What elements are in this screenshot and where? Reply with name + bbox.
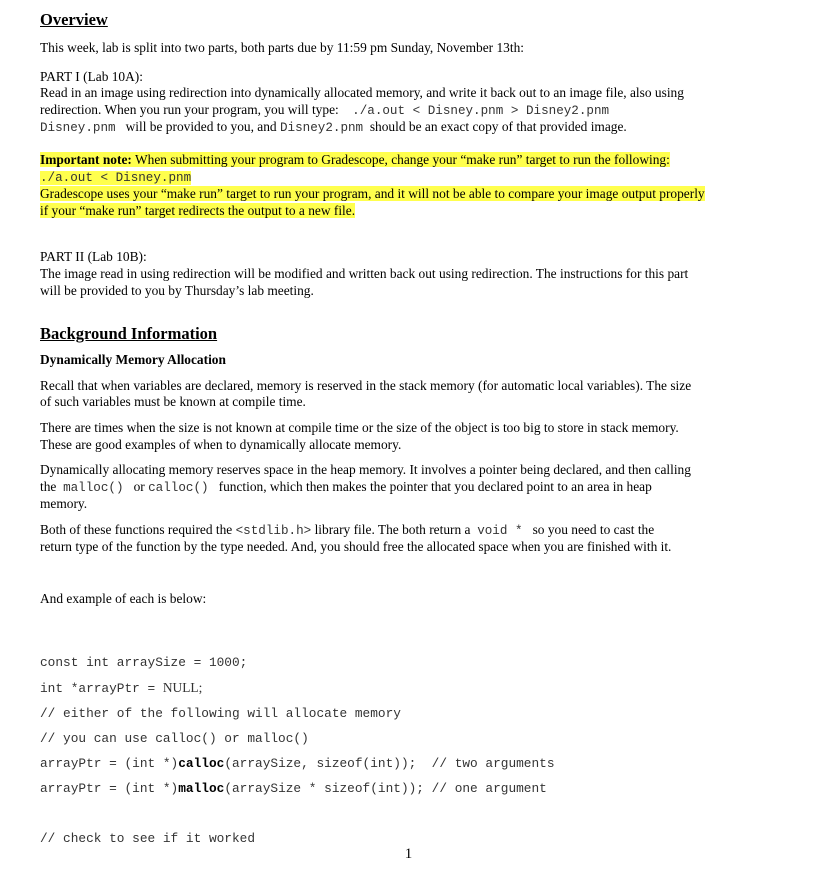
background-heading: Background Information	[40, 324, 218, 344]
bg-p3-calloc: calloc()	[148, 480, 209, 495]
bg-p2-line2: These are good examples of when to dynamically allocate memory.	[40, 436, 402, 452]
part2-title: PART II (Lab 10B):	[40, 249, 147, 265]
bg-paragraph-2	[40, 420, 770, 453]
code-line-7: // check to see if it worked	[40, 830, 256, 846]
code-line-2-a: int *arrayPtr =	[40, 680, 163, 696]
part1-block	[40, 69, 770, 137]
code-blank-line	[40, 801, 770, 826]
document-page	[40, 10, 770, 851]
bg-p3-the: the	[40, 478, 57, 494]
part1-file2: Disney2.pnm	[279, 121, 364, 136]
part1-line1: Read in an image using redirection into dynamically allocated memory, and write it back out to an image file, also using	[40, 85, 684, 101]
bg-p4-header: <stdlib.h>	[235, 523, 312, 538]
part1-command: ./a.out < Disney.pnm > Disney2.pnm	[352, 103, 610, 118]
note-label: Important note:	[40, 151, 132, 167]
part2-line2: will be provided to you by Thursday’s lab meeting.	[40, 282, 314, 298]
bg-p2-line1: There are times when the size is not known at compile time or the size of the object is too big to store in stack memory.	[40, 419, 679, 435]
bg-p3-or: or	[133, 478, 145, 494]
code-line-2	[40, 675, 770, 701]
note-line3: if your “make run” target redirects the output to a new file.	[40, 202, 356, 218]
part1-line2	[40, 102, 770, 120]
code-line-5-kw: calloc	[178, 755, 225, 771]
bg-p1-line1: Recall that when variables are declared, memory is reserved in the stack memory (for automatic local variables). The size	[40, 377, 692, 393]
code-line-2-null: NULL;	[162, 679, 203, 695]
bg-paragraph-1	[40, 378, 770, 411]
bg-p4-a: Both of these functions required the	[40, 521, 233, 537]
part2-line1: The image read in using redirection will be modified and written back out using redirection. The instructions for this part	[40, 265, 689, 281]
code-line-1: const int arraySize = 1000;	[40, 654, 248, 670]
bg-p4-c: so you need to cast the	[532, 521, 655, 537]
part1-file1: Disney.pnm	[40, 121, 116, 136]
code-line-4: // you can use calloc() or malloc()	[40, 730, 309, 746]
code-line-6-kw: malloc	[178, 780, 225, 796]
bg-p3-line3: memory.	[40, 496, 88, 512]
code-line-3: // either of the following will allocate memory	[40, 705, 401, 721]
note-command: ./a.out < Disney.pnm	[40, 170, 192, 185]
bg-p4-line2: return type of the function by the type needed. And, you should free the allocated space when you are finished with it.	[40, 539, 672, 555]
bg-p4-line1	[40, 522, 770, 540]
note-line1-text: When submitting your program to Gradescope, change your “make run” target to run the following:	[134, 151, 670, 167]
bg-paragraph-4	[40, 522, 770, 556]
bg-p4-b: library file. The both return a	[314, 521, 471, 537]
background-subheading: Dynamically Memory Allocation	[40, 352, 226, 368]
part1-line2-text: redirection. When you run your program, you will type:	[40, 101, 339, 117]
part1-line3-text-b: should be an exact copy of that provided image.	[369, 119, 627, 135]
bg-p3-line1: Dynamically allocating memory reserves space in the heap memory. It involves a pointer being declared, and then calling	[40, 462, 691, 478]
part1-title: PART I (Lab 10A):	[40, 68, 143, 84]
overview-heading: Overview	[40, 10, 108, 29]
important-note	[40, 152, 770, 219]
page-number: 1	[404, 846, 413, 862]
code-line-5-b: (arraySize, sizeof(int)); // two arguments	[224, 755, 555, 771]
note-line1	[40, 152, 670, 167]
code-line-5	[40, 751, 770, 776]
overview-intro: This week, lab is split into two parts, both parts due by 11:59 pm Sunday, November 13th:	[40, 40, 524, 55]
part1-line3	[40, 119, 770, 137]
code-line-6-a: arrayPtr = (int *)	[40, 780, 179, 796]
code-line-6-b: (arraySize * sizeof(int)); // one argument	[224, 780, 547, 796]
part1-line3-text-a: will be provided to you, and	[125, 119, 277, 135]
note-line2: Gradescope uses your “make run” target to run your program, and it will not be able to compare your image output properly	[40, 186, 705, 202]
bg-paragraph-3	[40, 462, 770, 513]
bg-p4-void: void *	[477, 523, 523, 538]
code-line-6	[40, 776, 770, 801]
example-intro: And example of each is below:	[40, 591, 207, 607]
bg-p3-rest: function, which then makes the pointer that you declared point to an area in heap	[218, 478, 652, 494]
code-block	[40, 625, 770, 851]
bg-p1-line2: of such variables must be known at compile time.	[40, 394, 306, 410]
bg-p3-line2	[40, 479, 770, 497]
bg-p3-malloc: malloc()	[63, 480, 124, 495]
code-line-5-a: arrayPtr = (int *)	[40, 755, 179, 771]
part2-block	[40, 249, 770, 299]
